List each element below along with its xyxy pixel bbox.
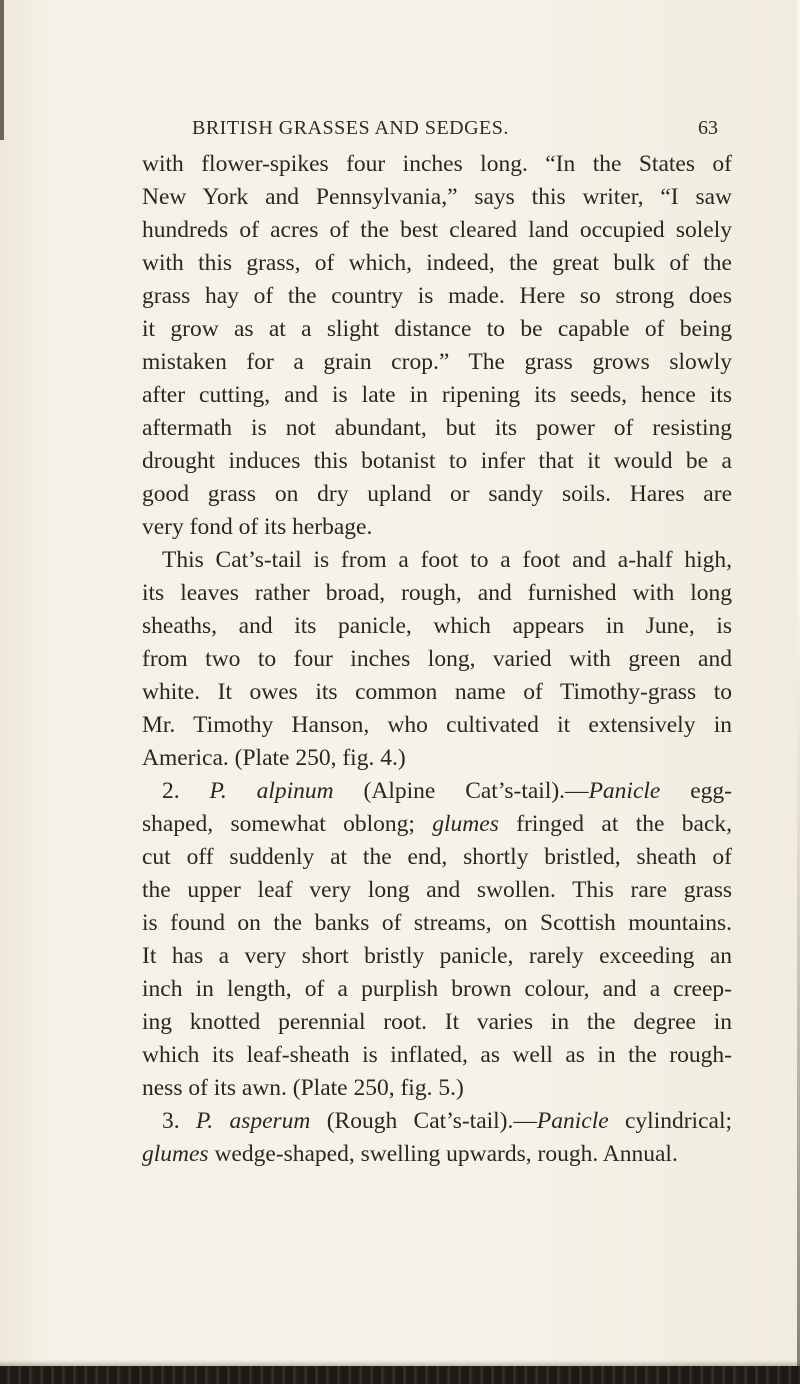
text-run: very fond of its herbage. (142, 514, 373, 540)
text-run: shaped, somewhat oblong; (142, 811, 433, 837)
text-line (142, 1039, 732, 1072)
text-line (142, 478, 732, 511)
text-run: egg- (660, 778, 732, 804)
text-run: which its leaf-sheath is inflated, as well as in the rough- (142, 1042, 732, 1068)
text-run: after cutting, and is late in ripening its seeds, hence its (142, 382, 732, 408)
text-run: It has a very short bristly panicle, rarely exceeding an (142, 943, 732, 969)
text-run: This Cat’s-tail is from a foot to a foot and a-half high, (162, 547, 732, 573)
text-line (142, 907, 732, 940)
text-run: Mr. Timothy Hanson, who cultivated it extensively in (142, 712, 732, 738)
text-run: from two to four inches long, varied with green and (142, 646, 732, 672)
text-run: mistaken for a grain crop.” The grass grows slowly (142, 349, 732, 375)
italic-term: P. asperum (195, 1108, 311, 1134)
text-run: it grow as at a slight distance to be capable of being (142, 316, 732, 342)
text-run: its leaves rather broad, rough, and furnished with long (142, 580, 732, 606)
text-run: 2. (162, 778, 210, 804)
text-run: (Rough Cat’s-tail).— (310, 1108, 537, 1134)
text-run: white. It owes its common name of Timothy-grass to (142, 679, 732, 705)
text-run: aftermath is not abundant, but its power of resisting (142, 415, 732, 441)
text-run: America. (Plate 250, fig. 4.) (142, 745, 406, 771)
italic-term: Panicle (588, 778, 661, 804)
text-run: with flower-spikes four inches long. “In the States of (142, 151, 732, 177)
page-number: 63 (698, 117, 718, 139)
text-line (142, 1006, 732, 1039)
text-line (142, 148, 732, 181)
text-line (142, 808, 732, 841)
text-line (142, 1138, 732, 1171)
text-line (142, 511, 732, 544)
text-line (142, 610, 732, 643)
italic-term: glumes (432, 811, 499, 837)
text-line (142, 379, 732, 412)
text-run: is found on the banks of streams, on Scottish mountains. (142, 910, 732, 936)
text-run: good grass on dry upland or sandy soils. Hares are (142, 481, 732, 507)
text-run: cylindrical; (608, 1108, 732, 1134)
text-line (142, 874, 732, 907)
text-run: grass hay of the country is made. Here so strong does (142, 283, 732, 309)
text-line (142, 940, 732, 973)
page-bottom-binding (0, 1366, 800, 1384)
text-line (142, 280, 732, 313)
text-line (142, 577, 732, 610)
text-line (142, 841, 732, 874)
body-text (142, 148, 732, 1171)
italic-term: P. alpinum (209, 778, 334, 804)
text-run: cut off suddenly at the end, shortly bristled, sheath of (142, 844, 732, 870)
text-line (142, 346, 732, 379)
text-run: inch in length, of a purplish brown colour, and a creep- (142, 976, 732, 1002)
text-run: (Alpine Cat’s-tail).— (333, 778, 589, 804)
text-run: wedge-shaped, swelling upwards, rough. Annual. (208, 1141, 678, 1167)
text-line (142, 544, 732, 577)
page-header (140, 117, 740, 147)
text-line (142, 313, 732, 346)
text-line (142, 412, 732, 445)
text-run: hundreds of acres of the best cleared land occupied solely (142, 217, 732, 243)
italic-term: Panicle (536, 1108, 609, 1134)
text-line (142, 643, 732, 676)
text-line (142, 1105, 732, 1138)
text-line (142, 742, 732, 775)
text-run: the upper leaf very long and swollen. This rare grass (142, 877, 732, 903)
text-line (142, 1072, 732, 1105)
text-line (142, 214, 732, 247)
text-run: drought induces this botanist to infer that it would be a (142, 448, 732, 474)
italic-term: glumes (142, 1141, 209, 1167)
text-run: New York and Pennsylvania,” says this writer, “I saw (142, 184, 732, 210)
text-line (142, 676, 732, 709)
text-run: sheaths, and its panicle, which appears in June, is (142, 613, 732, 639)
running-head: BRITISH GRASSES AND SEDGES. (192, 117, 509, 139)
text-line (142, 445, 732, 478)
text-run: with this grass, of which, indeed, the great bulk of the (142, 250, 732, 276)
text-run: ing knotted perennial root. It varies in the degree in (142, 1009, 732, 1035)
text-line (142, 247, 732, 280)
text-line (142, 775, 732, 808)
text-line (142, 181, 732, 214)
page-left-edge-shadow (0, 0, 4, 140)
text-run: ness of its awn. (Plate 250, fig. 5.) (142, 1075, 464, 1101)
text-line (142, 709, 732, 742)
text-line (142, 973, 732, 1006)
text-run: fringed at the back, (498, 811, 732, 837)
text-run: 3. (162, 1108, 196, 1134)
